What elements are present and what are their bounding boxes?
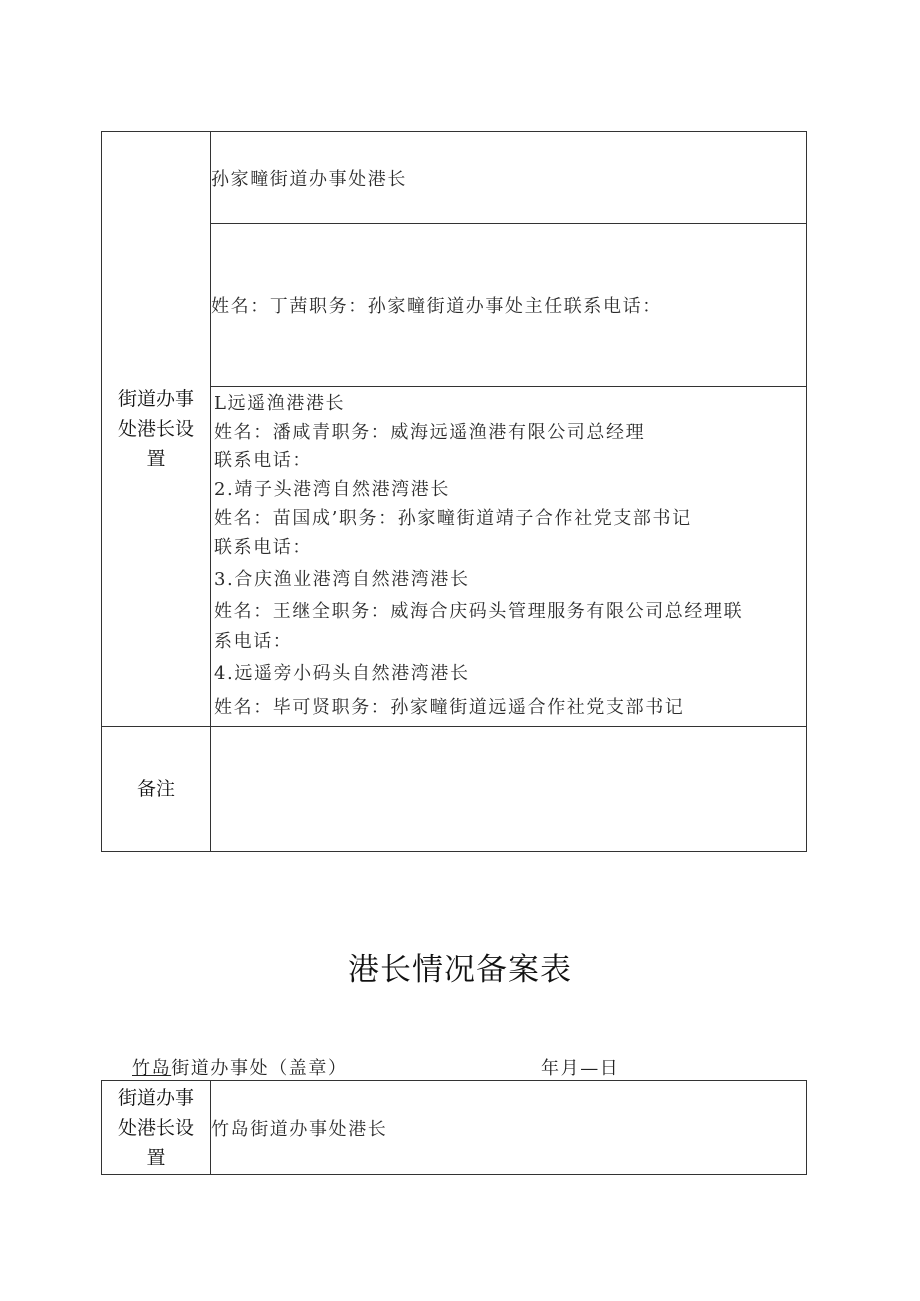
org-name-underlined: 竹岛 — [132, 1058, 172, 1079]
remarks-label: 备注 — [136, 778, 175, 800]
leader-info: 姓名：丁茜职务：孙家疃街道办事处主任联系电话： — [211, 296, 662, 317]
port-4-title: 4.远遥旁小码头自然港湾港长 — [214, 663, 470, 684]
port-1-chief: 姓名：潘咸青职务：威海远遥渔港有限公司总经理 — [214, 422, 646, 443]
row-label-line-2: 处港长设 — [117, 1116, 194, 1139]
org-name-rest: 街道办事处（盖章） — [171, 1058, 348, 1079]
section-title-2: 竹岛街道办事处港长 — [211, 1118, 388, 1140]
port-2-chief: 姓名：苗国成’职务：孙家疃街道靖子合作社党支部书记 — [214, 508, 692, 529]
port-3-phone: 系电话： — [214, 631, 293, 652]
port-2-phone: 联系电话： — [214, 537, 312, 558]
section-title-cell-2 — [211, 1081, 807, 1175]
row-label-line-3: 置 — [146, 448, 166, 470]
port-chief-table-2 — [101, 1080, 807, 1175]
port-list — [211, 387, 806, 726]
section-title-cell — [211, 132, 807, 224]
port-3-title: 3.合庆渔业港湾自然港湾港长 — [214, 569, 470, 590]
form-title: 港长情况备案表 — [348, 952, 572, 988]
port-4-chief: 姓名：毕可贤职务：孙家疃街道远遥合作社党支部书记 — [214, 697, 685, 718]
row-label-line-1: 街道办事 — [117, 388, 194, 410]
remarks-value-cell — [211, 727, 807, 852]
date-field: 年月—日 — [541, 1058, 620, 1079]
section-title: 孙家疃街道办事处港长 — [211, 168, 407, 190]
port-2-title: 2.靖子头港湾自然港湾港长 — [214, 479, 450, 500]
port-list-cell — [211, 387, 807, 727]
port-1-title: L远遥渔港港长 — [214, 393, 346, 414]
leader-info-cell — [211, 224, 807, 387]
row-label-line-2: 处港长设 — [117, 418, 194, 440]
row-label-line-3: 置 — [146, 1146, 166, 1169]
org-stamp-line — [132, 1054, 348, 1080]
row-label-line-1: 街道办事 — [117, 1086, 194, 1109]
row-label-street-office-2 — [102, 1081, 211, 1175]
port-chief-table-1 — [101, 131, 807, 852]
row-label-street-office — [102, 132, 211, 727]
remarks-label-cell — [102, 727, 211, 852]
port-1-phone: 联系电话： — [214, 450, 312, 471]
port-3-chief: 姓名：王继全职务：威海合庆码头管理服务有限公司总经理联 — [214, 601, 744, 622]
